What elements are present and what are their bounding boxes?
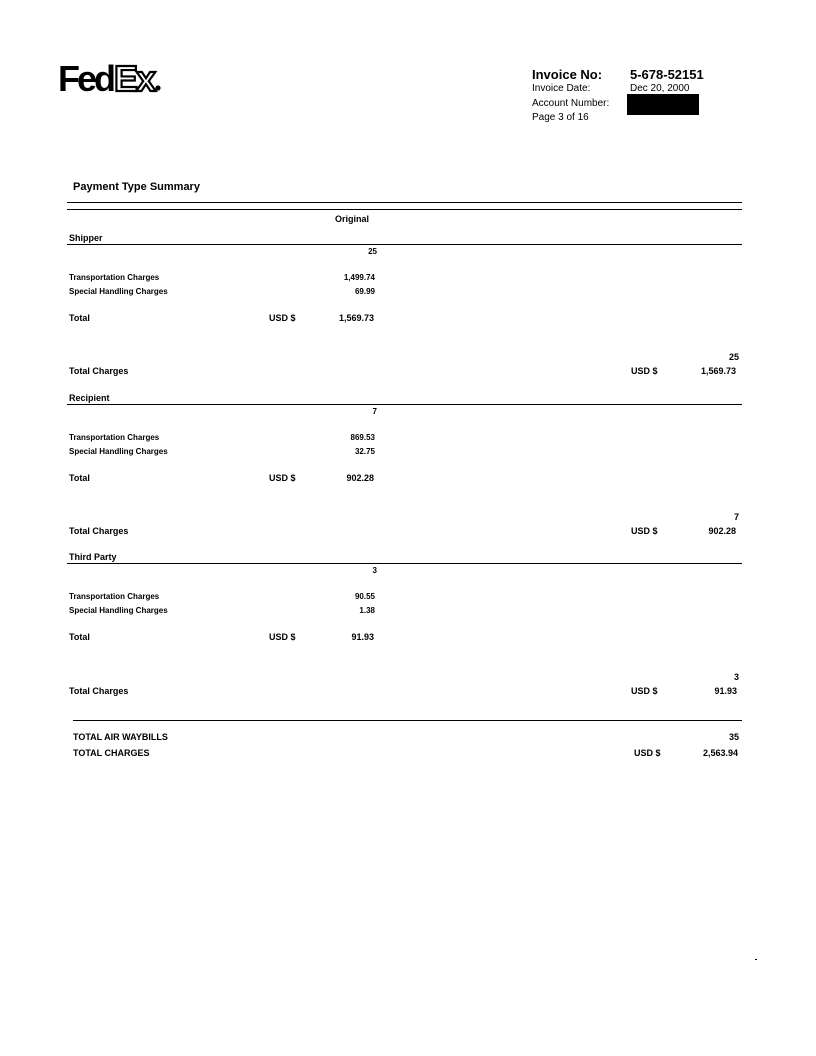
recipient-total-label: Total bbox=[69, 473, 90, 483]
third-party-total-charges-label: Total Charges bbox=[69, 686, 129, 696]
shipper-total-charges-currency: USD $ bbox=[631, 366, 658, 376]
section-title-recipient: Recipient bbox=[69, 393, 110, 403]
third-party-total-currency: USD $ bbox=[269, 632, 296, 642]
third-party-transportation-value: 90.55 bbox=[354, 592, 375, 601]
third-party-total-charges-value: 91.93 bbox=[714, 686, 737, 696]
shipper-total-currency: USD $ bbox=[269, 313, 296, 323]
third-party-total-charges-currency: USD $ bbox=[631, 686, 658, 696]
third-party-special-label: Special Handling Charges bbox=[69, 606, 168, 615]
recipient-transportation-value: 869.53 bbox=[350, 433, 375, 442]
shipper-transportation-value: 1,499.74 bbox=[343, 273, 375, 282]
section-rule-third-party bbox=[67, 563, 742, 564]
recipient-total-charges-label: Total Charges bbox=[69, 526, 129, 536]
shipper-total-charges-value: 1,569.73 bbox=[700, 366, 736, 376]
section-title-third-party: Third Party bbox=[69, 552, 117, 562]
shipper-total-charges-label: Total Charges bbox=[69, 366, 129, 376]
invoice-no-value: 5-678-52151 bbox=[630, 67, 704, 82]
account-number-redaction bbox=[627, 94, 699, 115]
recipient-special-value: 32.75 bbox=[354, 447, 375, 456]
total-charges-currency: USD $ bbox=[634, 748, 661, 758]
third-party-transportation-label: Transportation Charges bbox=[69, 592, 160, 601]
total-charges-value: 2,563.94 bbox=[702, 748, 738, 758]
total-air-waybills-label: TOTAL AIR WAYBILLS bbox=[73, 732, 168, 742]
invoice-date-value: Dec 20, 2000 bbox=[630, 83, 690, 94]
recipient-special-label: Special Handling Charges bbox=[69, 447, 168, 456]
fedex-logo bbox=[58, 58, 162, 98]
page-title: Payment Type Summary bbox=[73, 181, 200, 193]
shipper-total-label: Total bbox=[69, 313, 90, 323]
page-indicator: Page 3 of 16 bbox=[532, 112, 589, 123]
third-party-total-charges-count: 3 bbox=[733, 672, 739, 682]
shipper-special-label: Special Handling Charges bbox=[69, 287, 168, 296]
third-party-count: 3 bbox=[372, 566, 377, 575]
recipient-total-currency: USD $ bbox=[269, 473, 296, 483]
section-rule-shipper bbox=[67, 244, 742, 245]
recipient-count: 7 bbox=[372, 407, 377, 416]
svg-text:Fed: Fed bbox=[58, 58, 114, 98]
recipient-total-charges-value: 902.28 bbox=[708, 526, 736, 536]
third-party-special-value: 1.38 bbox=[359, 606, 375, 615]
shipper-total-charges-count: 25 bbox=[728, 352, 739, 362]
recipient-transportation-label: Transportation Charges bbox=[69, 433, 160, 442]
column-header-original: Original bbox=[335, 214, 370, 224]
total-air-waybills-value: 35 bbox=[728, 732, 739, 742]
recipient-total-charges-count: 7 bbox=[733, 512, 739, 522]
total-charges-label: TOTAL CHARGES bbox=[73, 748, 150, 758]
recipient-total-charges-currency: USD $ bbox=[631, 526, 658, 536]
shipper-count: 25 bbox=[368, 247, 377, 256]
title-rule-bottom bbox=[67, 209, 742, 210]
shipper-transportation-label: Transportation Charges bbox=[69, 273, 160, 282]
shipper-total-value: 1,569.73 bbox=[338, 313, 374, 323]
third-party-total-label: Total bbox=[69, 632, 90, 642]
invoice-no-label: Invoice No: bbox=[532, 67, 603, 82]
recipient-total-value: 902.28 bbox=[346, 473, 374, 483]
section-title-shipper: Shipper bbox=[69, 233, 103, 243]
third-party-total-value: 91.93 bbox=[351, 632, 374, 642]
svg-text:Ex: Ex bbox=[114, 58, 155, 98]
title-rule-top bbox=[67, 202, 742, 203]
invoice-date-label: Invoice Date: bbox=[532, 83, 591, 94]
section-rule-recipient bbox=[67, 404, 742, 405]
account-number-label: Account Number: bbox=[532, 98, 610, 109]
shipper-special-value: 69.99 bbox=[354, 287, 375, 296]
grand-total-rule bbox=[73, 720, 742, 721]
page-mark bbox=[755, 959, 757, 960]
